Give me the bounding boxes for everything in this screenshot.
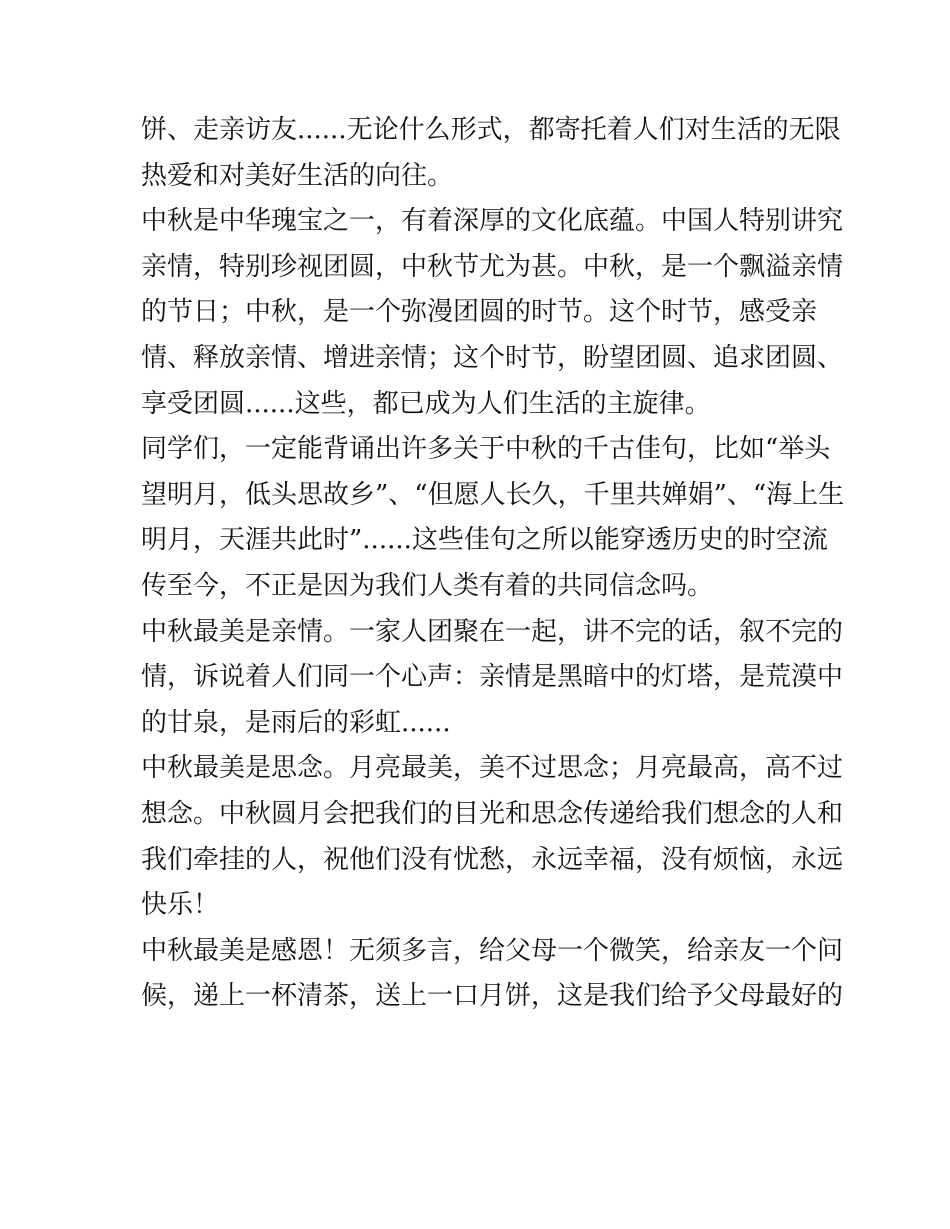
text-line: 热爱和对美好生活的向往。 <box>141 160 454 191</box>
text-line: 情、释放亲情、增进亲情；这个时节，盼望团圆、追求团圆、 <box>141 342 844 373</box>
text-line: 候，递上一杯清茶，送上一口月饼，这是我们给予父母最好的 <box>141 981 844 1012</box>
document-text <box>141 108 845 1020</box>
text-line: 的节日；中秋，是一个弥漫团圆的时节。这个时节，感受亲 <box>141 297 818 328</box>
text-line: 中秋最美是亲情。一家人团聚在一起，讲不完的话，叙不完的 <box>141 616 844 647</box>
text-line: 中秋最美是思念。月亮最美，美不过思念；月亮最高，高不过 <box>141 753 844 784</box>
text-line: 中秋最美是感恩！无须多言，给父母一个微笑，给亲友一个问 <box>141 935 844 966</box>
text-line: 我们牵挂的人，祝他们没有忧愁，永远幸福，没有烦恼，永远 <box>141 844 844 875</box>
text-line: 快乐！ <box>141 890 220 921</box>
text-line: 想念。中秋圆月会把我们的目光和思念传递给我们想念的人和 <box>141 798 844 829</box>
text-line: 的甘泉，是雨后的彩虹...... <box>141 707 451 738</box>
text-line: 饼、走亲访友......无论什么形式，都寄托着人们对生活的无限 <box>141 115 841 145</box>
text-line: 明月，天涯共此时”......这些佳句之所以能穿透历史的时空流 <box>141 525 828 556</box>
text-line: 同学们，一定能背诵出许多关于中秋的千古佳句，比如“举头 <box>141 434 831 465</box>
text-line: 亲情，特别珍视团圆，中秋节尤为甚。中秋，是一个飘溢亲情 <box>141 251 844 282</box>
text-line: 享受团圆......这些，都已成为人们生活的主旋律。 <box>141 388 711 419</box>
text-line: 传至今，不正是因为我们人类有着的共同信念吗。 <box>141 570 714 601</box>
text-line: 情，诉说着人们同一个心声：亲情是黑暗中的灯塔，是荒漠中 <box>141 662 844 693</box>
text-line: 中秋是中华瑰宝之一，有着深厚的文化底蕴。中国人特别讲究 <box>141 206 844 237</box>
text-line: 望明月，低头思故乡”、“但愿人长久，千里共婵娟”、“海上生 <box>141 479 845 510</box>
